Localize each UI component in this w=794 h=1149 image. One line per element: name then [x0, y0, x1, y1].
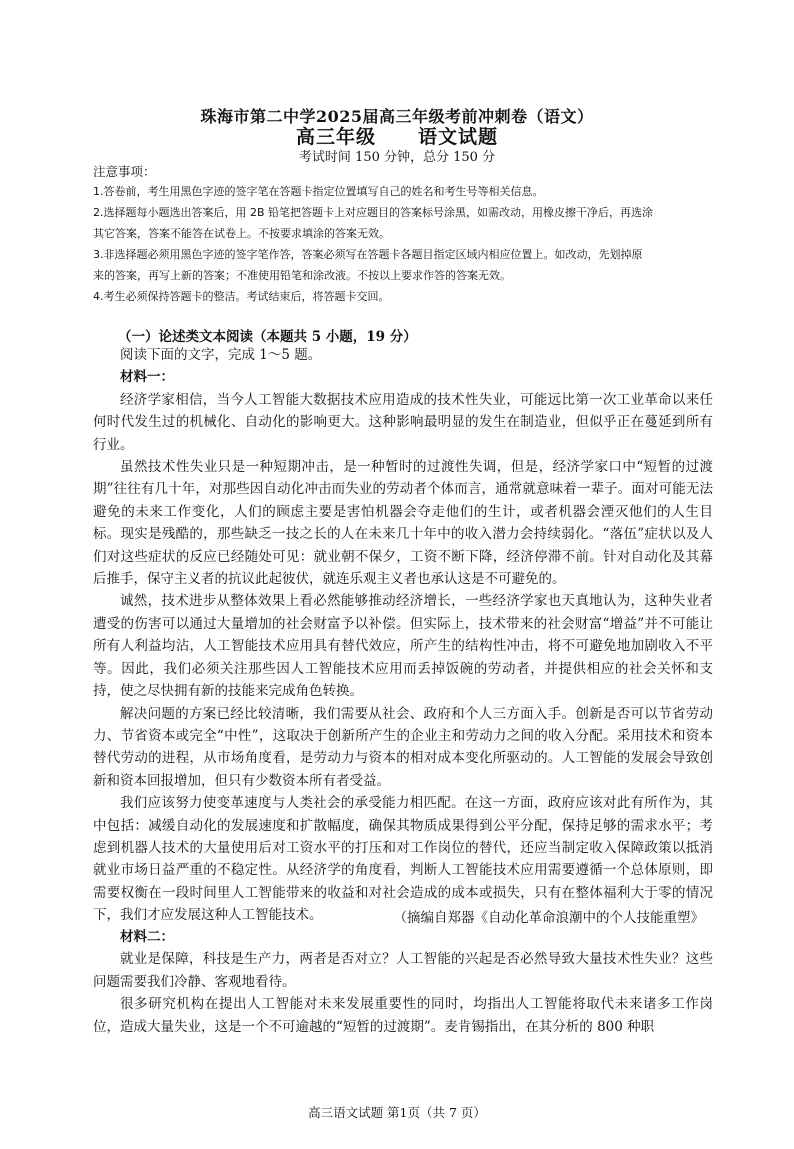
paragraph: 经济学家相信，当今人工智能大数据技术应用造成的技术性失业，可能远比第一次工业革命以来任何时代发生过的机械化、自动化的影响更大。这种影响最明显的发生在制造业，但似乎正在蔓延到所有行业。	[93, 391, 713, 453]
notice-item: 1.答卷前，考生用黑色字迹的签字笔在答题卡指定位置填写自己的姓名和考生号等相关信息。	[93, 185, 544, 198]
notice-item: 来的答案，再写上新的答案；不准使用铅笔和涂改液。不按以上要求作答的答案无效。	[93, 269, 511, 282]
notice-item: 3.非选择题必须用黑色字迹的签字笔作答，答案必须写在答题卡各题目指定区域内相应位置上。如改动，先划掉原	[93, 248, 643, 261]
grade-label: 高三年级	[295, 126, 376, 148]
paragraph: 解决问题的方案已经比较清晰，我们需要从社会、政府和个人三方面入手。创新是否可以节省劳动力、节省资本或完全“中性”，这取决于创新所产生的企业主和劳动力之间的收入分配。采用技术和资本替代劳动的进程，从市场角度看，是劳动力与资本的相对成本变化所驱动的。人工智能的发展会导致创新和资本回报增加，但只有少数资本所有者受益。	[93, 705, 713, 789]
material-label: 材料二：	[120, 929, 174, 945]
notice-item: 2.选择题每小题选出答案后，用 2B 铅笔把答题卡上对应题目的答案标号涂黑，如需改动，用橡皮擦干净后，再选涂	[93, 206, 654, 219]
paragraph: 我们应该努力使变革速度与人类社会的承受能力相匹配。在这一方面，政府应该对此有所作为，其中包括：减缓自动化的发展速度和扩散幅度，确保其物质成果得到公平分配，保持足够的需求水平；考虑到机器人技术的大量使用后对工资水平的打压和对工作岗位的替代，还应当制定收入保障政策以抵消就业市场日益严重的不稳定性。从经济学的角度看，判断人工智能技术应用需要遵循一个总体原则，即需要权衡在一段时间里人工智能带来的收益和对社会造成的成本或损失，只有在整体福利大于零的情况下，我们才应发展这种人工智能技术。	[93, 795, 713, 924]
paragraph: 就业是保障，科技是生产力，两者是否对立？人工智能的兴起是否必然导致大量技术性失业？这些问题需要我们冷静、客观地看待。	[93, 951, 713, 990]
reading-passage-2	[93, 926, 713, 1038]
page-footer: 高三语文试题 第1页（共 7 页）	[308, 1105, 486, 1120]
subject-label: 语文试题	[418, 126, 499, 148]
exam-title: 珠海市第二中学2025届高三年级考前冲刺卷（语文）	[200, 107, 594, 126]
notice-item: 4.考生必须保持答题卡的整洁。考试结束后，将答题卡交回。	[93, 290, 390, 303]
paragraph: 诚然，技术进步从整体效果上看必然能够推动经济增长，一些经济学家也天真地认为，这种失业者遭受的伤害可以通过大量增加的社会财富予以补偿。但实际上，技术带来的社会财富“增益”并不可能让所有人利益均沾，人工智能技术应用具有替代效应，所产生的结构性冲击，将不可避免地加剧收入不平等。因此，我们必须关注那些因人工智能技术应用而丢掉饭碗的劳动者，并提供相应的社会关怀和支持，使之尽快拥有新的技能来完成角色转换。	[93, 593, 713, 700]
citation: （摘编自郑器《自动化革命浪潮中的个人技能重塑》	[393, 910, 704, 926]
material-label: 材料一：	[120, 369, 174, 386]
paragraph: 虽然技术性失业只是一种短期冲击，是一种暂时的过渡性失调，但是，经济学家口中“短暂的过渡期”往往有几十年，对那些因自动化冲击而失业的劳动者个体而言，通常就意味着一辈子。面对可能无法避免的未来工作变化，人们的顾虑主要是害怕机器会夺走他们的生计，或者机器会湮灭他们的人生目标。现实是残酷的，那些缺乏一技之长的人在未来几十年中的收入潜力会持续弱化。“落伍”症状以及人们对这些症状的反应已经随处可见：就业朝不保夕，工资不断下降，经济停滞不前。针对自动化及其幕后推手，保守主义者的抗议此起彼伏，就连乐观主义者也承认这是不可避免的。	[93, 459, 713, 588]
exam-subtitle	[0, 122, 794, 149]
exam-info: 考试时间 150 分钟，总分 150 分	[298, 150, 496, 165]
section-heading: （一）论述类文本阅读（本题共 5 小题，19 分）	[118, 329, 417, 345]
reading-passage	[93, 344, 713, 927]
notice-title: 注意事项：	[93, 164, 156, 179]
paragraph: 很多研究机构在提出人工智能对未来发展重要性的同时，均指出人工智能将取代未来诸多工作岗位，造成大量失业，这是一个不可逾越的“短暂的过渡期”。麦肯锡指出，在其分析的 800 种职	[93, 996, 713, 1035]
instruction: 阅读下面的文字，完成 1～5 题。	[120, 347, 322, 363]
notice-item: 其它答案，答案不能答在试卷上。不按要求填涂的答案无效。	[93, 227, 390, 240]
